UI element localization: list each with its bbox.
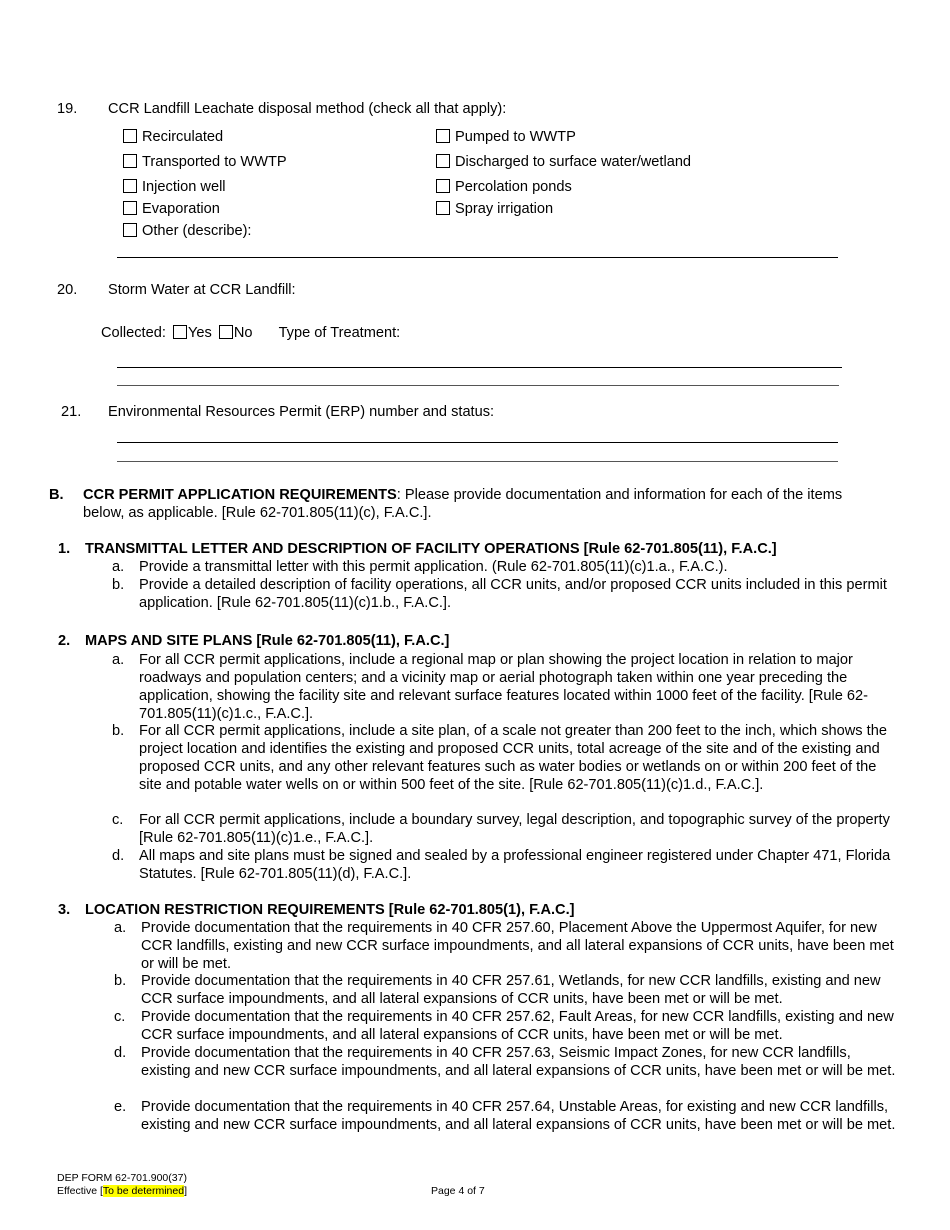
collected-label: Collected: (101, 325, 166, 341)
checkbox-injection-well[interactable] (123, 178, 226, 196)
group-2-item-c (112, 811, 899, 847)
checkbox-discharged-surface-water[interactable] (436, 153, 691, 171)
item-letter: a. (112, 559, 125, 575)
item-letter: b. (114, 973, 127, 989)
item-letter: b. (112, 723, 125, 739)
item-text: Provide documentation that the requirements in 40 CFR 257.63, Seismic Impact Zones, for new CCR landfills, existing and new CCR surface impoundments, and all lateral expansions of CCR units, have been met or will be met. (141, 1045, 896, 1079)
footer-page-number: Page 4 of 7 (431, 1185, 485, 1197)
collected-yes-label: Yes (187, 325, 212, 341)
option-label: Pumped to WWTP (455, 129, 576, 145)
checkbox-box[interactable] (123, 154, 137, 168)
option-label: Evaporation (142, 201, 220, 217)
footer-effective (57, 1185, 187, 1197)
section-b-title-rest: : Please provide documentation and information for each of the items below, as applicable. [Rule 62-701.805(11)(c), F.A.C.]. (83, 487, 843, 521)
group-3-item-e (114, 1098, 901, 1134)
option-label: Injection well (142, 179, 226, 195)
item-letter: b. (112, 577, 125, 593)
group-2-item-d (112, 847, 899, 883)
group-1-item-a (112, 558, 899, 576)
q19-other-answer-line[interactable] (117, 257, 838, 258)
option-label: Transported to WWTP (142, 154, 287, 170)
option-label: Recirculated (142, 129, 224, 145)
checkbox-box[interactable] (436, 154, 450, 168)
collected-yes-checkbox[interactable] (173, 325, 187, 339)
option-label: Discharged to surface water/wetland (455, 154, 692, 170)
erp-answer-line[interactable] (117, 442, 838, 443)
q19-number: 19. (57, 101, 78, 117)
collected-no-label: No (233, 325, 253, 341)
option-label: Spray irrigation (455, 201, 554, 217)
checkbox-other[interactable] (123, 222, 252, 240)
item-letter: c. (114, 1009, 126, 1025)
item-letter: a. (112, 652, 125, 668)
checkbox-box[interactable] (123, 179, 137, 193)
checkbox-box[interactable] (123, 223, 137, 237)
group-2-item-b (112, 722, 899, 794)
item-letter: e. (114, 1099, 127, 1115)
checkbox-spray-irrigation[interactable] (436, 200, 553, 218)
treatment-answer-line[interactable] (117, 367, 842, 368)
item-text: For all CCR permit applications, include a regional map or plan showing the project location in relation to major roadways and population centers; and a vicinity map or aerial photograph taken within one year preceding the application, showing the facility site and relevant surface features located within 1000 feet of the facility. [Rule 62-701.805(11)(c)1.c., F.A.C.]. (139, 652, 869, 722)
group-3-number: 3. (58, 902, 71, 918)
item-letter: c. (112, 812, 124, 828)
effective-close: ] (184, 1185, 187, 1197)
item-letter: a. (114, 920, 127, 936)
collected-row (101, 324, 400, 342)
group-2-item-a (112, 651, 899, 723)
group-3-heading: LOCATION RESTRICTION REQUIREMENTS [Rule 62-701.805(1), F.A.C.] (85, 902, 575, 918)
treatment-answer-line-2[interactable] (117, 385, 839, 386)
q21-label: Environmental Resources Permit (ERP) number and status: (108, 404, 495, 420)
footer-form-number: DEP FORM 62-701.900(37) (57, 1172, 187, 1184)
section-b-title-bold: CCR PERMIT APPLICATION REQUIREMENTS (83, 487, 397, 503)
group-3-item-a (114, 919, 901, 973)
option-label: Other (describe): (142, 223, 252, 239)
checkbox-pumped-wwtp[interactable] (436, 128, 576, 146)
group-1-number: 1. (58, 541, 71, 557)
group-3-item-b (114, 972, 901, 1008)
checkbox-box[interactable] (123, 201, 137, 215)
q20-label: Storm Water at CCR Landfill: (108, 282, 296, 298)
section-b-title (83, 486, 883, 522)
item-letter: d. (114, 1045, 127, 1061)
item-text: Provide documentation that the requirements in 40 CFR 257.64, Unstable Areas, for existing and new CCR landfills, existing and new CCR surface impoundments, and all lateral expansions of CCR units, have been met or will be met. (141, 1099, 896, 1133)
checkbox-box[interactable] (436, 129, 450, 143)
item-text: For all CCR permit applications, include a boundary survey, legal description, and topographic survey of the property [Rule 62-701.805(11)(c)1.e., F.A.C.]. (139, 812, 890, 846)
item-text: All maps and site plans must be signed and sealed by a professional engineer registered under Chapter 471, Florida Statutes. [Rule 62-701.805(11)(d), F.A.C.]. (139, 848, 891, 882)
checkbox-box[interactable] (436, 201, 450, 215)
item-text: Provide documentation that the requirements in 40 CFR 257.62, Fault Areas, for new CCR landfills, existing and new CCR surface impoundments, and all lateral expansions of CCR units, have been met or will be met. (141, 1009, 894, 1043)
effective-label: Effective [ (57, 1185, 103, 1197)
group-1-heading: TRANSMITTAL LETTER AND DESCRIPTION OF FACILITY OPERATIONS [Rule 62-701.805(11), F.A.C.] (85, 541, 777, 557)
effective-value: To be determined (102, 1185, 185, 1197)
item-text: Provide documentation that the requirements in 40 CFR 257.60, Placement Above the Uppermost Aquifer, for new CCR landfills, existing and new CCR surface impoundments, and all lateral expansions of CCR units, have been met or will be met. (141, 920, 894, 972)
checkbox-transported-wwtp[interactable] (123, 153, 287, 171)
option-label: Percolation ponds (455, 179, 572, 195)
erp-answer-line-2[interactable] (117, 461, 838, 462)
item-text: Provide a transmittal letter with this permit application. (Rule 62-701.805(11)(c)1.a., F.A.C.). (139, 559, 728, 575)
item-text: Provide documentation that the requirements in 40 CFR 257.61, Wetlands, for new CCR landfills, existing and new CCR surface impoundments, and all lateral expansions of CCR units, have been met or will be met. (141, 973, 881, 1007)
checkbox-box[interactable] (123, 129, 137, 143)
section-b-letter: B. (49, 487, 64, 503)
q20-number: 20. (57, 282, 78, 298)
collected-no-checkbox[interactable] (219, 325, 233, 339)
group-3-item-d (114, 1044, 901, 1080)
group-2-heading: MAPS AND SITE PLANS [Rule 62-701.805(11), F.A.C.] (85, 633, 450, 649)
item-text: Provide a detailed description of facility operations, all CCR units, and/or proposed CCR units included in this permit application. [Rule 62-701.805(11)(c)1.b., F.A.C.]. (139, 577, 887, 611)
checkbox-recirculated[interactable] (123, 128, 223, 146)
checkbox-box[interactable] (436, 179, 450, 193)
q19-label: CCR Landfill Leachate disposal method (check all that apply): (108, 101, 507, 117)
group-1-item-b (112, 576, 899, 612)
checkbox-percolation-ponds[interactable] (436, 178, 572, 196)
group-3-item-c (114, 1008, 901, 1044)
item-text: For all CCR permit applications, include a site plan, of a scale not greater than 200 feet to the inch, which shows the project location and identifies the existing and proposed CCR units, total acreage of the site and of the existing and proposed CCR units, and any other relevant features such as water bodies or wetlands on or within 200 feet of the site and potable water wells on or within 500 feet of the site. [Rule 62-701.805(11)(c)1.d., F.A.C.]. (139, 723, 887, 793)
group-2-number: 2. (58, 633, 71, 649)
treatment-label: Type of Treatment: (278, 325, 401, 341)
item-letter: d. (112, 848, 125, 864)
q21-number: 21. (61, 404, 82, 420)
checkbox-evaporation[interactable] (123, 200, 220, 218)
